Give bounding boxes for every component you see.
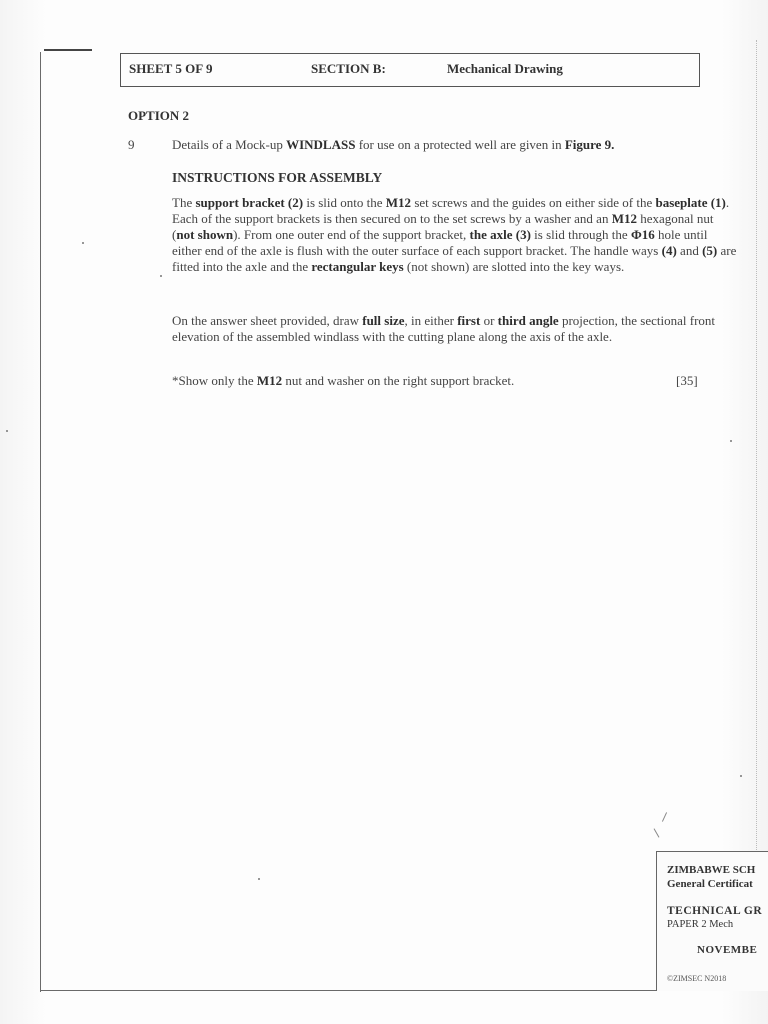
question-number: 9 xyxy=(128,137,135,152)
show-note: *Show only the M12 nut and washer on the right support bracket. xyxy=(172,373,515,388)
page-fold-line xyxy=(756,40,757,850)
answer-instructions: On the answer sheet provided, draw full size, in either first or third angle projection, the sectional front elevation of the assembled windlass with the cutting plane along the axis of the axle. xyxy=(172,313,716,344)
stamp-copyright: ©ZIMSEC N2018 xyxy=(667,974,727,983)
question-marks: [35] xyxy=(676,373,698,388)
question-intro: Details of a Mock-up WINDLASS for use on a protected well are given in Figure 9. xyxy=(172,137,615,152)
assembly-instructions: The support bracket (2) is slid onto the M12 set screws and the guides on either side of the baseplate (1). Each of the support brackets is then secured on to the set screws by a washer and an M12 hexagonal nut (not shown). From one outer end of the support bracket, the axle (3) is slid through the Φ16 hole until either end of the axle is flush with the outer surface of each support bracket. The handle ways (4) and (5) are fitted into the axle and the rectangular keys (not shown) are slotted into the key ways. xyxy=(172,195,737,274)
stamp-certificate: General Certificat xyxy=(667,878,753,890)
option-heading: OPTION 2 xyxy=(128,108,190,123)
section-label: SECTION B: xyxy=(311,61,386,76)
scan-speck xyxy=(6,430,8,432)
scan-speck xyxy=(740,775,742,777)
stamp-board-name: ZIMBABWE SCH xyxy=(667,864,756,876)
scan-mark xyxy=(654,828,660,837)
sheet-header xyxy=(120,53,700,87)
scan-speck xyxy=(258,878,260,880)
section-title: Mechanical Drawing xyxy=(447,61,563,76)
scan-mark xyxy=(662,812,667,821)
scan-speck xyxy=(82,242,84,244)
scan-speck xyxy=(160,275,162,277)
scan-speck xyxy=(730,440,732,442)
page-border-top-mark xyxy=(44,49,92,51)
sheet-number: SHEET 5 OF 9 xyxy=(129,61,213,76)
instructions-heading: INSTRUCTIONS FOR ASSEMBLY xyxy=(172,170,383,185)
exam-board-stamp xyxy=(656,851,768,991)
stamp-session: NOVEMBE xyxy=(697,944,758,956)
page-border-bottom xyxy=(40,990,760,991)
page-border-left xyxy=(40,52,41,992)
stamp-paper: PAPER 2 Mech xyxy=(667,919,734,930)
stamp-subject: TECHNICAL GR xyxy=(667,905,763,917)
